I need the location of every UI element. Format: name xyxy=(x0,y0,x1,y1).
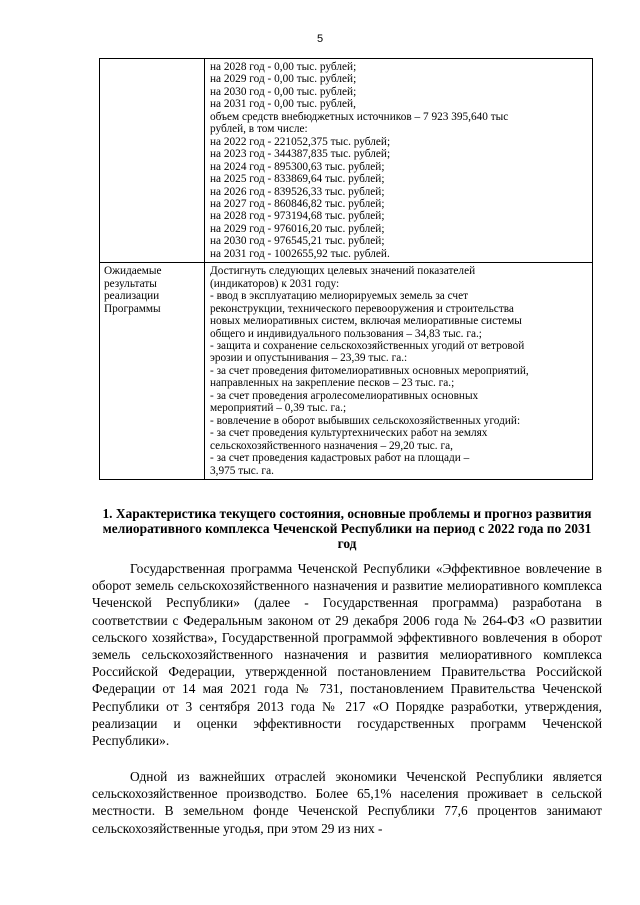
financing-cell xyxy=(205,59,593,263)
expected-results-cell xyxy=(205,263,593,480)
result-line: - защита и сохранение сельскохозяйственных угодий от ветровой xyxy=(210,339,525,352)
financing-line: на 2030 год - 976545,21 тыс. рублей; xyxy=(210,235,385,248)
row-label-line: Программы xyxy=(104,302,161,315)
result-line: общего и индивидуального пользования – 34,83 тыс. га.; xyxy=(210,327,482,340)
page-number: 5 xyxy=(316,33,324,45)
result-line: новых мелиоративных систем, включая мелиоративные системы xyxy=(210,315,522,328)
financing-line: на 2029 год - 976016,20 тыс. рублей; xyxy=(210,222,385,235)
financing-line: на 2029 год - 0,00 тыс. рублей; xyxy=(210,73,357,86)
financing-line: на 2027 год - 860846,82 тыс. рублей; xyxy=(210,197,385,210)
result-line: (индикаторов) к 2031 году: xyxy=(210,277,340,290)
result-line: - за счет проведения кадастровых работ на площади – xyxy=(210,452,470,465)
financing-line: на 2023 год - 344387,835 тыс. рублей; xyxy=(210,148,391,161)
result-line: - ввод в эксплуатацию мелиорируемых земель за счет xyxy=(210,290,469,303)
financing-line: на 2030 год - 0,00 тыс. рублей; xyxy=(210,85,357,98)
financing-line: на 2031 год - 0,00 тыс. рублей, xyxy=(210,98,356,111)
financing-line: на 2022 год - 221052,375 тыс. рублей; xyxy=(210,135,391,148)
row-label-line: Ожидаемые xyxy=(104,265,162,278)
result-line: - за счет проведения агролесомелиоративных основных xyxy=(210,389,479,402)
row-label-line: результаты xyxy=(104,277,157,290)
result-line: - за счет проведения фитомелиоративных основных мероприятий, xyxy=(210,364,529,377)
result-line: - за счет проведения культуртехнических работ на землях xyxy=(210,427,488,440)
financing-line: на 2024 год - 895300,63 тыс. рублей; xyxy=(210,160,385,173)
result-line: мероприятий – 0,39 тыс. га.; xyxy=(210,402,347,415)
program-passport-table xyxy=(99,58,593,480)
financing-line: на 2028 год - 973194,68 тыс. рублей; xyxy=(210,210,385,223)
table-cell-empty xyxy=(100,59,205,263)
result-line: направленных на закрепление песков – 23 тыс. га.; xyxy=(210,377,455,390)
body-paragraph: Одной из важнейших отраслей экономики Чеченской Республики является сельскохозяйственное производство. Более 65,1% населения проживает в сельской местности. В земельном фонде Чеченской Республики 77,6 процентов занимают сельскохозяйственные угодья, при этом 29 из них - xyxy=(92,769,602,836)
result-line: сельскохозяйственного назначения – 29,20 тыс. га, xyxy=(210,439,453,452)
result-line: реконструкции, технического перевооружения и строительства xyxy=(210,302,514,315)
section-title: 1. Характеристика текущего состояния, основные проблемы и прогноз развития мелиоративного комплекса Чеченской Республики на период с 2022 года по 2031 год xyxy=(102,506,592,551)
row-label-line: реализации xyxy=(104,290,160,303)
expected-results-label-cell xyxy=(100,263,205,480)
financing-line: на 2028 год - 0,00 тыс. рублей; xyxy=(210,61,357,73)
financing-line: объем средств внебюджетных источников – 7 923 395,640 тыс xyxy=(210,110,509,123)
result-line: эрозии и опустынивания – 23,39 тыс. га.: xyxy=(210,352,408,365)
financing-line: на 2026 год - 839526,33 тыс. рублей; xyxy=(210,185,385,198)
table-row xyxy=(100,263,593,480)
result-line: - вовлечение в оборот выбывших сельскохозяйственных угодий: xyxy=(210,414,521,427)
result-line: 3,975 тыс. га. xyxy=(210,464,274,477)
financing-line: на 2031 год - 1002655,92 тыс. рублей. xyxy=(210,247,390,260)
result-line: Достигнуть следующих целевых значений показателей xyxy=(210,265,476,278)
financing-line: рублей, в том числе: xyxy=(210,123,308,136)
table-row xyxy=(100,59,593,263)
body-paragraph: Государственная программа Чеченской Республики «Эффективное вовлечение в оборот земель сельскохозяйственного назначения и развитие мелиоративного комплекса Чеченской Республики» (далее - Государственная программа) разработана в соответствии с Федеральным законом от 29 декабря 2006 года № 264-ФЗ «О развитии сельского хозяйства», Государственной программой эффективного вовлечения в оборот земель сельскохозяйственного назначения и развития мелиоративного комплекса Российской Федерации, утвержденной постановлением Правительства Российской Федерации от 14 мая 2021 года № 731, постановлением Правительства Чеченской Республики от 3 сентября 2013 года № 217 «О Порядке разработки, утверждения, реализации и оценки эффективности государственных программ Чеченской Республики». xyxy=(92,561,602,749)
financing-line: на 2025 год - 833869,64 тыс. рублей; xyxy=(210,173,385,186)
